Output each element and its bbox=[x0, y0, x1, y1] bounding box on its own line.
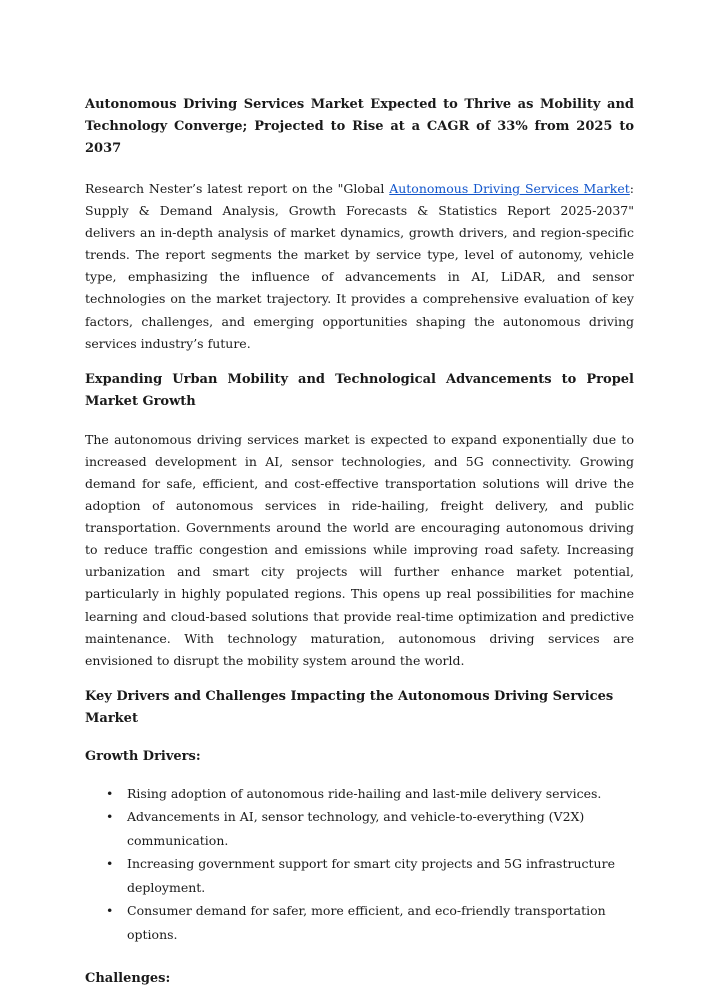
intro-text-before-link: Research Nester’s latest report on the "Global bbox=[85, 181, 390, 196]
growth-drivers-list bbox=[85, 782, 634, 947]
list-item bbox=[85, 805, 634, 852]
document-title: Autonomous Driving Services Market Expected to Thrive as Mobility and Technology Converge; Projected to Rise at a CAGR of 33% from 2025 to 2037 bbox=[85, 97, 634, 156]
bullet-icon: • bbox=[106, 809, 114, 825]
growth-drivers-heading: Growth Drivers: bbox=[85, 748, 201, 764]
bullet-icon: • bbox=[106, 785, 114, 801]
list-item bbox=[85, 852, 634, 899]
list-item-text: Rising adoption of autonomous ride-hailing and last-mile delivery services. bbox=[127, 785, 602, 801]
list-item bbox=[85, 782, 634, 806]
bullet-icon: • bbox=[106, 903, 114, 919]
market-report-link[interactable]: Autonomous Driving Services Market bbox=[389, 181, 630, 196]
list-item-text: Increasing government support for smart city projects and 5G infrastructure deployment. bbox=[127, 856, 615, 895]
list-item-text: Consumer demand for safer, more efficient, and eco-friendly transportation options. bbox=[127, 903, 606, 942]
bullet-icon: • bbox=[106, 856, 114, 872]
challenges-heading: Challenges: bbox=[85, 971, 171, 987]
document-page bbox=[85, 94, 634, 1004]
section-heading-drivers-challenges: Key Drivers and Challenges Impacting the Autonomous Driving Services Market bbox=[85, 688, 614, 726]
section-heading-urban-mobility: Expanding Urban Mobility and Technological Advancements to Propel Market Growth bbox=[85, 371, 634, 409]
intro-paragraph bbox=[85, 178, 634, 355]
list-item-text: Advancements in AI, sensor technology, and vehicle-to-everything (V2X) communication. bbox=[127, 809, 585, 848]
urban-mobility-paragraph: The autonomous driving services market is expected to expand exponentially due to increased development in AI, sensor technologies, and 5G connectivity. Growing demand for safe, efficient, and cost-effective transportation solutions will drive the adoption of autonomous services in ride-hailing, freight delivery, and public transportation. Governments around the world are encouraging autonomous driving to reduce traffic congestion and emissions while improving road safety. Increasing urbanization and smart city projects will further enhance market potential, particularly in highly populated regions. This opens up real possibilities for machine learning and cloud-based solutions that provide real-time optimization and predictive maintenance. With technology maturation, autonomous driving services are envisioned to disrupt the mobility system around the world. bbox=[85, 431, 634, 668]
intro-text-after-link: : Supply & Demand Analysis, Growth Forecasts & Statistics Report 2025-2037" delivers an in-depth analysis of market dynamics, growth drivers, and region-specific trends. The report segments the market by service type, level of autonomy, vehicle type, emphasizing the influence of advancements in AI, LiDAR, and sensor technologies on the market trajectory. It provides a comprehensive evaluation of key factors, challenges, and emerging opportunities shaping the autonomous driving services industry’s future. bbox=[85, 181, 635, 351]
list-item bbox=[85, 899, 634, 946]
